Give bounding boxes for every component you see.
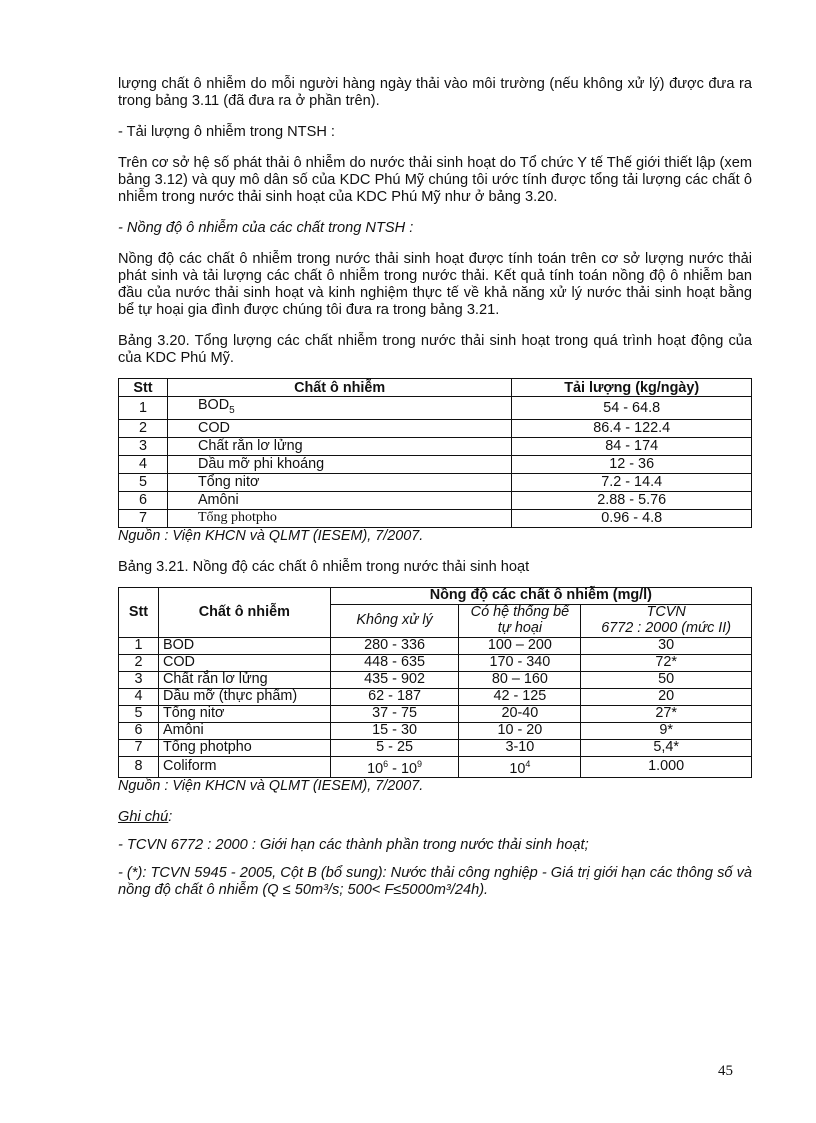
table2-cell-septic	[459, 756, 581, 777]
table2-cell-tcvn: 20	[581, 688, 752, 705]
notes-title: Ghi chú	[118, 809, 169, 826]
table2-cell-stt: 6	[119, 722, 159, 739]
table2-cell-stt: 1	[119, 637, 159, 654]
coliform-untreated-base1: 10	[367, 760, 384, 777]
table1-pollutant-name: Amôni	[197, 492, 239, 509]
coliform-untreated-exp1: 6	[383, 758, 389, 769]
table2-header-septic-line1: Có hệ thống bể	[470, 604, 570, 621]
table1-header-stt: Stt	[119, 379, 168, 397]
table2-cell-untreated	[330, 756, 459, 777]
paragraph-concentration: Nồng độ các chất ô nhiễm trong nước thải sinh hoạt được tính toán trên cơ sở lượng nước thải phát sinh và tải lượng các chất ô nhiễm trong nước thải. Kết quả tính toán nồng độ ô nhiễm ban đầu của nước thải sinh hoạt và kinh nghiệm thực tế về khả năng xử lý nước thải sinh hoạt bằng bể tự hoại gia đình được chúng tôi đưa ra trong bảng 3.21.	[118, 251, 752, 318]
table-pollution-load	[118, 378, 752, 528]
table1-cell-load: 2.88 - 5.76	[512, 491, 752, 509]
table2-cell-stt: 4	[119, 688, 159, 705]
table1-source: Nguồn : Viện KHCN và QLMT (IESEM), 7/2007.	[118, 527, 424, 544]
table2-cell-pollutant: Chất rắn lơ lửng	[158, 671, 330, 688]
coliform-septic-exp: 4	[525, 758, 531, 769]
table2-cell-untreated: 280 - 336	[330, 637, 459, 654]
coliform-untreated-exp2: 9	[417, 758, 423, 769]
table2-cell-septic: 100 – 200	[459, 637, 581, 654]
table2-cell-septic: 42 - 125	[459, 688, 581, 705]
table2-row	[119, 705, 752, 722]
table2-cell-septic: 3-10	[459, 739, 581, 756]
table1-cell-stt: 6	[119, 491, 168, 509]
table2-row-coliform	[119, 756, 752, 777]
table2-cell-tcvn: 5,4*	[581, 739, 752, 756]
table1-cell-pollutant	[167, 455, 511, 473]
table2-header-tcvn-line1: TCVN	[646, 604, 686, 621]
table2-cell-pollutant: BOD	[158, 637, 330, 654]
table1-pollutant-name: Tổng nitơ	[197, 474, 260, 491]
table2-cell-septic: 170 - 340	[459, 654, 581, 671]
table2-header-row-1	[119, 587, 752, 604]
table2-cell-stt: 5	[119, 705, 159, 722]
heading-pollution-load: - Tải lượng ô nhiễm trong NTSH :	[118, 124, 335, 140]
table1-pollutant-subscript: 5	[229, 404, 235, 416]
table2-cell-untreated: 62 - 187	[330, 688, 459, 705]
table2-header-tcvn	[581, 604, 752, 637]
table1-pollutant-name: Tổng photpho	[197, 510, 277, 526]
table2-row	[119, 688, 752, 705]
table1-cell-stt: 5	[119, 473, 168, 491]
table2-cell-pollutant: Tổng nitơ	[158, 705, 330, 722]
table1-header-row	[119, 379, 752, 397]
table1-cell-stt: 4	[119, 455, 168, 473]
table1-row	[119, 491, 752, 509]
table1-pollutant-name: BOD	[197, 397, 230, 413]
table2-cell-untreated: 5 - 25	[330, 739, 459, 756]
coliform-untreated-base2: 10	[400, 760, 417, 777]
paragraph-intro: lượng chất ô nhiễm do mỗi người hàng ngày thải vào môi trường (nếu không xử lý) được đưa ra trong bảng 3.11 (đã đưa ra ở phần trên).	[118, 76, 752, 109]
table1-pollutant-name: Chất rắn lơ lửng	[197, 438, 303, 455]
table2-cell-tcvn: 9*	[581, 722, 752, 739]
table2-cell-tcvn: 27*	[581, 705, 752, 722]
table2-header-pollutant: Chất ô nhiễm	[158, 587, 330, 637]
table1-row	[119, 419, 752, 437]
table2-cell-pollutant: Dầu mỡ (thực phẩm)	[158, 688, 330, 705]
table2-caption: Bảng 3.21. Nồng độ các chất ô nhiễm trong nước thải sinh hoạt	[118, 558, 530, 575]
table2-header-septic	[459, 604, 581, 637]
table1-row	[119, 455, 752, 473]
table1-cell-pollutant	[167, 437, 511, 455]
table1-header-pollutant: Chất ô nhiễm	[167, 379, 511, 397]
table1-row	[119, 397, 752, 420]
table1-cell-stt: 3	[119, 437, 168, 455]
table1-cell-load: 12 - 36	[512, 455, 752, 473]
table1-header-load: Tải lượng (kg/ngày)	[512, 379, 752, 397]
note-tcvn-6772: - TCVN 6772 : 2000 : Giới hạn các thành phần trong nước thải sinh hoạt;	[118, 837, 589, 854]
document-page	[118, 76, 752, 899]
table1-cell-load: 7.2 - 14.4	[512, 473, 752, 491]
table2-cell-pollutant: Tổng photpho	[158, 739, 330, 756]
table2-header-septic-line2: tự hoại	[497, 619, 543, 636]
table1-cell-pollutant	[167, 473, 511, 491]
heading-concentration: - Nồng độ ô nhiễm của các chất trong NTSH :	[118, 220, 414, 236]
page-number: 45	[718, 1063, 733, 1079]
table1-row	[119, 437, 752, 455]
table2-cell-tcvn: 1.000	[581, 756, 752, 777]
table2-cell-pollutant: COD	[158, 654, 330, 671]
table2-cell-stt: 2	[119, 654, 159, 671]
table2-cell-septic: 80 – 160	[459, 671, 581, 688]
table2-row	[119, 654, 752, 671]
table1-cell-stt: 7	[119, 509, 168, 527]
table2-cell-stt: 7	[119, 739, 159, 756]
table2-cell-untreated: 37 - 75	[330, 705, 459, 722]
table2-cell-stt: 8	[119, 756, 159, 777]
table2-header-untreated: Không xử lý	[330, 604, 459, 637]
table2-row	[119, 637, 752, 654]
note-tcvn-5945: - (*): TCVN 5945 - 2005, Cột B (bổ sung): Nước thải công nghiệp - Giá trị giới hạn các thông số và nồng độ chất ô nhiễm (Q ≤ 50m³/s; 500< F≤5000m³/24h).	[118, 865, 752, 899]
table2-cell-untreated: 435 - 902	[330, 671, 459, 688]
table1-cell-stt: 1	[119, 397, 168, 420]
table1-row	[119, 473, 752, 491]
table1-cell-load: 84 - 174	[512, 437, 752, 455]
table2-header-group: Nồng độ các chất ô nhiễm (mg/l)	[330, 587, 751, 604]
table2-cell-tcvn: 30	[581, 637, 752, 654]
table2-cell-stt: 3	[119, 671, 159, 688]
table1-cell-load: 86.4 - 122.4	[512, 419, 752, 437]
table1-cell-load: 54 - 64.8	[512, 397, 752, 420]
table2-cell-tcvn: 72*	[581, 654, 752, 671]
table2-row	[119, 722, 752, 739]
table2-cell-septic: 20-40	[459, 705, 581, 722]
table2-header-tcvn-line2: 6772 : 2000 (mức II)	[601, 619, 732, 636]
notes-heading: Ghi chú:	[118, 809, 173, 826]
table1-pollutant-name: COD	[197, 420, 230, 437]
table1-cell-pollutant	[167, 397, 511, 420]
table2-cell-pollutant: Amôni	[158, 722, 330, 739]
table2-cell-pollutant: Coliform	[158, 756, 330, 777]
table2-header-stt: Stt	[119, 587, 159, 637]
paragraph-load-estimate: Trên cơ sở hệ số phát thải ô nhiễm do nước thải sinh hoạt do Tổ chức Y tế Thế giới thiết lập (xem bảng 3.12) và quy mô dân số của KDC Phú Mỹ chúng tôi ước tính được tổng tải lượng các chất ô nhiễm trong nước thải sinh hoạt của KDC Phú Mỹ như ở bảng 3.20.	[118, 155, 752, 205]
table1-cell-pollutant	[167, 419, 511, 437]
table2-cell-septic: 10 - 20	[459, 722, 581, 739]
table1-caption: Bảng 3.20. Tổng lượng các chất nhiễm trong nước thải sinh hoạt trong quá trình hoạt động của của KDC Phú Mỹ.	[118, 333, 752, 366]
table2-cell-untreated: 448 - 635	[330, 654, 459, 671]
table1-row	[119, 509, 752, 527]
table1-cell-load: 0.96 - 4.8	[512, 509, 752, 527]
table2-cell-untreated: 15 - 30	[330, 722, 459, 739]
table2-row	[119, 739, 752, 756]
table2-source: Nguồn : Viện KHCN và QLMT (IESEM), 7/2007.	[118, 778, 424, 795]
table1-pollutant-name: Dầu mỡ phi khoáng	[197, 456, 325, 473]
table2-cell-tcvn: 50	[581, 671, 752, 688]
table1-cell-stt: 2	[119, 419, 168, 437]
coliform-untreated-sep: -	[388, 760, 401, 777]
table-pollution-concentration	[118, 587, 752, 778]
table1-cell-pollutant	[167, 491, 511, 509]
table2-row	[119, 671, 752, 688]
table1-cell-pollutant	[167, 509, 511, 527]
coliform-septic-base: 10	[509, 760, 526, 777]
